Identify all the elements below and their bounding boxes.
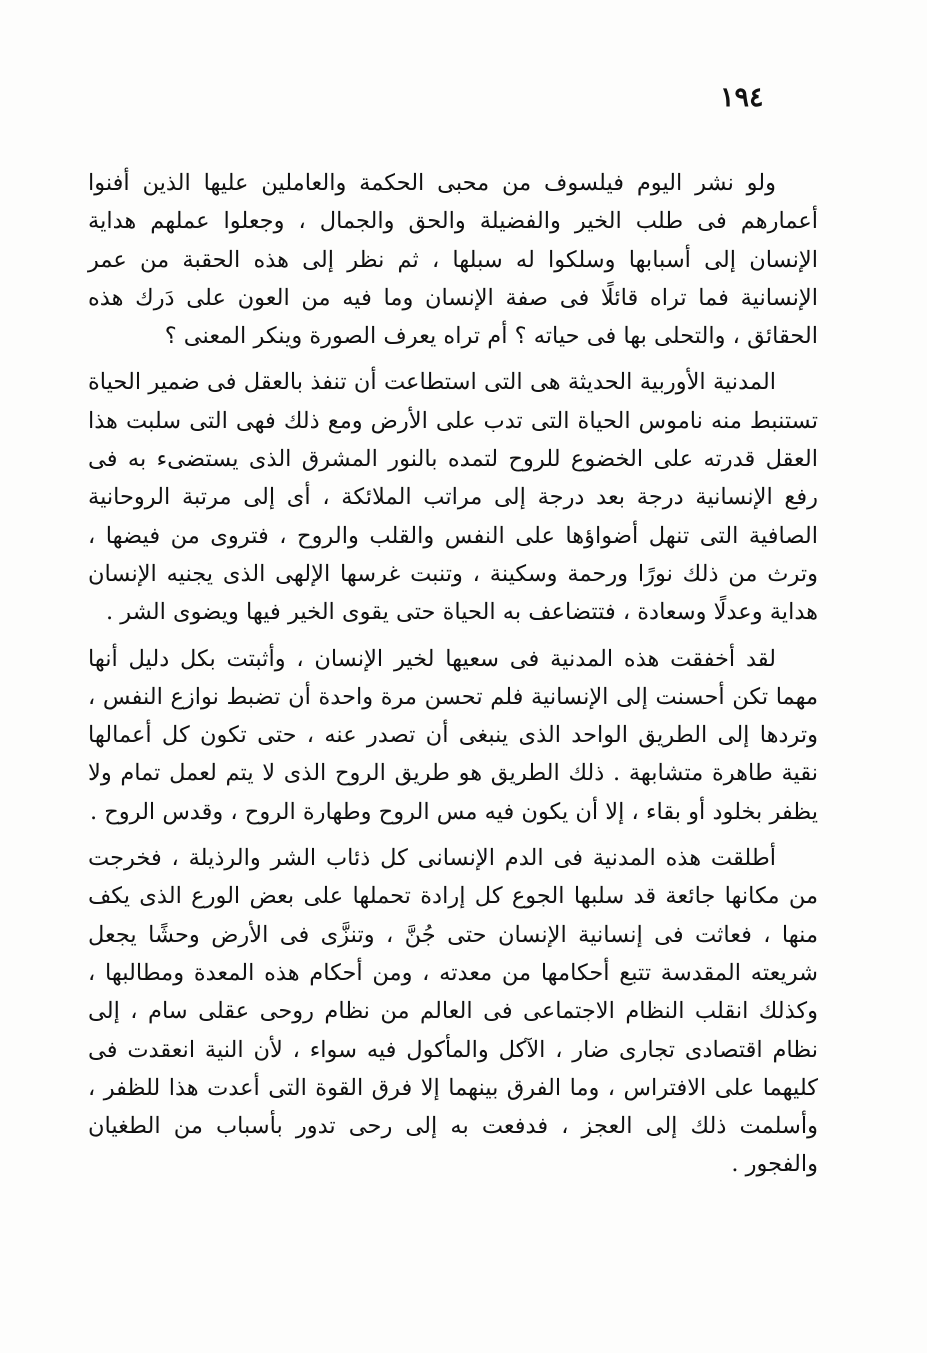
paragraph-3: لقد أخفقت هذه المدنية فى سعيها لخير الإنسان ، وأثبتت بكل دليل أنها مهما تكن أحسنت إلى الإنسانية فلم تحسن مرة واحدة أن تضبط نوازع النفس ، وتردها إلى الطريق الواحد الذى ينبغى أن تصدر عنه ، حتى تكون كل أعمالها نقية طاهرة متشابهة . ذلك الطريق هو طريق الروح الذى لا يتم لعمل تمام ولا يظفر بخلود أو بقاء ، إلا أن يكون فيه مس الروح وطهارة الروح ، وقدس الروح . — [88, 645, 818, 825]
paragraph-1: ولو نشر اليوم فيلسوف من محبى الحكمة والعاملين عليها الذين أفنوا أعمارهم فى طلب الخير والفضيلة والحق والجمال ، وجعلوا عملهم هداية الإنسان إلى أسبابها وسلكوا له سبلها ، ثم نظر إلى هذه الحقبة من عمر الإنسانية فما تراه قائلًا فى صفة الإنسان وما فيه من العون على دَرك هذه الحقائق ، والتحلى بها فى حياته ؟ أم تراه يعرف الصورة وينكر المعنى ؟ — [88, 170, 818, 350]
paragraph-2: المدنية الأوربية الحديثة هى التى استطاعت أن تنفذ بالعقل فى ضمير الحياة تستنبط منه ناموس الحياة التى تدب على الأرض ومع ذلك فهى التى سلبت هذا العقل قدرته على الخضوع للروح لتمده بالنور المشرق الذى يستضىء به فى رفع الإنسانية درجة بعد درجة إلى مراتب الملائكة ، أى إلى مرتبة الروحانية الصافية التى تنهل أضواؤها على النفس والقلب والروح ، فتروى من فيضها ، وترث من ذلك نورًا ورحمة وسكينة ، وتنبت غرسها الإلهى الذى يجنيه الإنسان هداية وعدلًا وسعادة ، فتتضاعف به الحياة حتى يقوى الخير فيها ويضوى الشر . — [88, 369, 818, 626]
paragraph-4: أطلقت هذه المدنية فى الدم الإنسانى كل ذئاب الشر والرذيلة ، فخرجت من مكانها جائعة قد سلبها الجوع كل إرادة تحملها على بعض الورع الذى يكف منها ، فعاثت فى إنسانية الإنسان حتى جُنَّ ، وتنزَّى فى الأرض وحشًا يجعل شريعته المقدسة تتبع أحكامها من معدته ، ومن أحكام هذه المعدة ومطالبها ، وكذلك انقلب النظام الاجتماعى فى العالم من نظام روحى عقلى سام ، إلى نظام اقتصادى تجارى ضار ، الآكل والمأكول فيه سواء ، لأن النية انعقدت فى كليهما على الافتراس ، وما الفرق بينهما إلا فرق القوة التى أعدت هذا للظفر ، وأسلمت ذلك إلى العجز ، فدفعت به إلى رحى تدور بأسباب من الطغيان والفجور . — [88, 845, 818, 1178]
page-body-text — [88, 164, 818, 1192]
page-number: ١٩٤ — [720, 82, 764, 113]
